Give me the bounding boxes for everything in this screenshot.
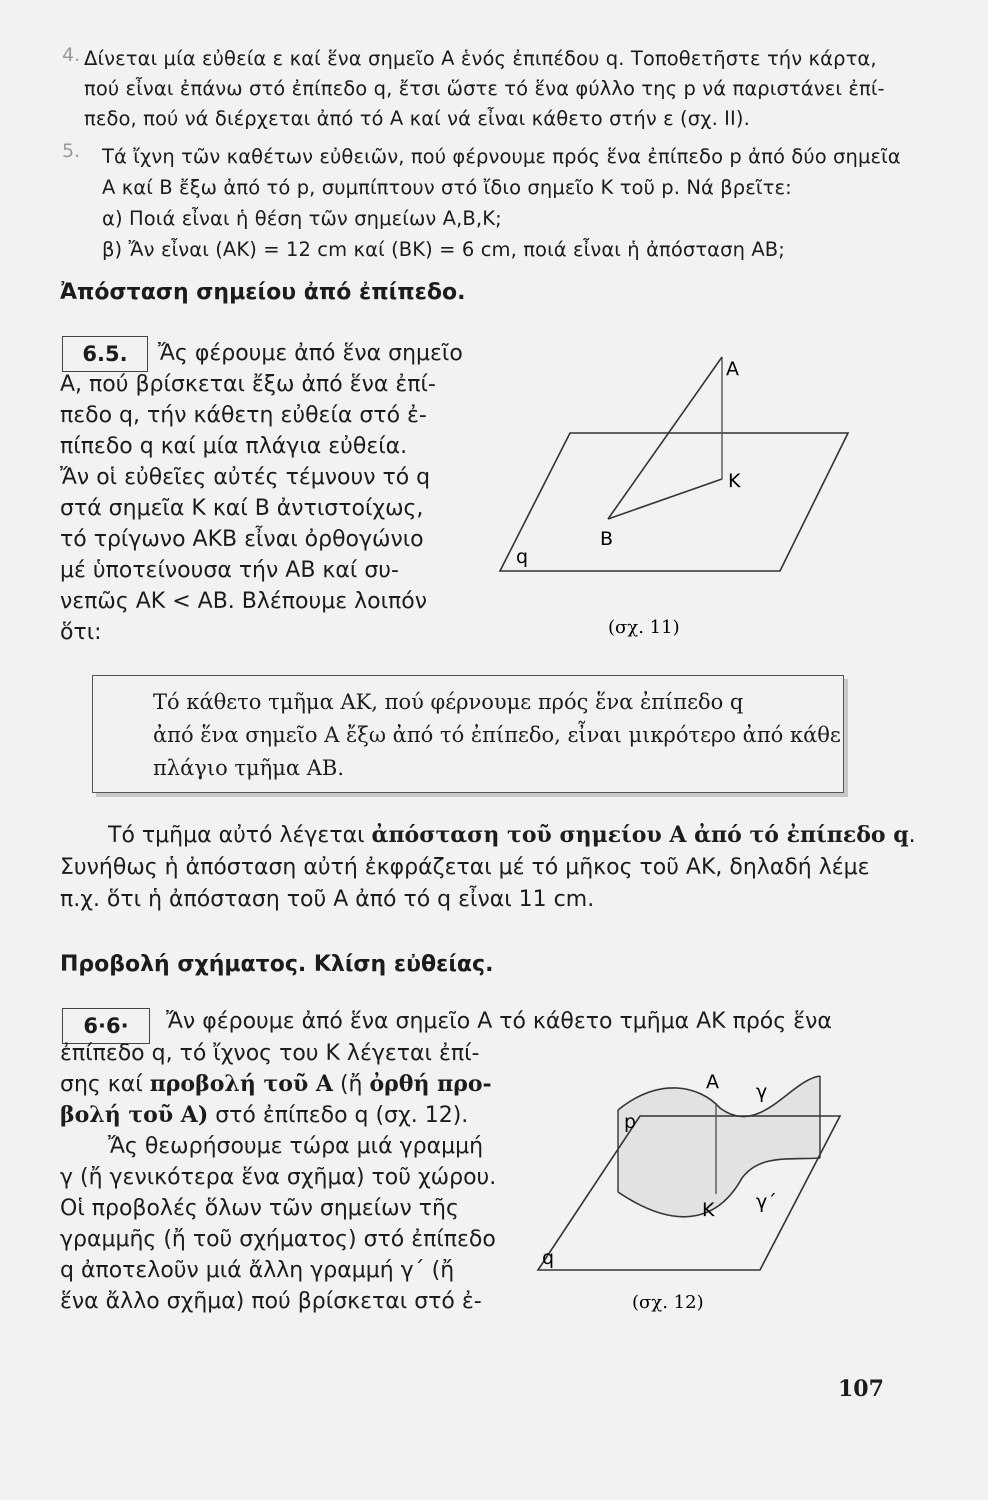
paragraph-line: στά σημεῖα Κ καί Β ἀντιστοίχως,: [60, 496, 424, 521]
label-q: q: [542, 1247, 555, 1269]
definition-period: .: [908, 823, 916, 848]
section-heading-distance: Ἀπόσταση σημείου ἀπό ἐπίπεδο.: [60, 280, 466, 305]
paragraph-line: Οἱ προβολές ὅλων τῶν σημείων τῆς: [60, 1196, 459, 1221]
paragraph-line: Α, πού βρίσκεται ἔξω ἀπό ἕνα ἐπί-: [60, 372, 436, 397]
plane-q: [500, 433, 848, 571]
definition-line: [108, 820, 916, 851]
paragraph-line: ἕνα ἄλλο σχῆμα) πού βρίσκεται στό ἐ-: [60, 1289, 482, 1314]
label-K: Κ: [702, 1199, 715, 1221]
figure-11: [490, 345, 860, 645]
paragraph-line: π.χ. ὅτι ἡ ἀπόσταση τοῦ Α ἀπό τό q εἶναι 11 cm.: [60, 887, 595, 912]
label-p: p: [624, 1111, 637, 1133]
surface-p: [618, 1076, 820, 1217]
paragraph-line: Συνήθως ἡ ἀπόσταση αὐτή ἐκφράζεται μέ τό μῆκος τοῦ ΑΚ, δηλαδή λέμε: [60, 855, 870, 880]
exercise-5-line: Α καί Β ἔξω ἀπό τό p, συμπίπτουν στό ἴδιο σημεῖο Κ τοῦ p. Νά βρεῖτε:: [102, 176, 792, 199]
exercise-4-line: Δίνεται μία εὐθεία ε καί ἕνα σημεῖο Α ἑνός ἐπιπέδου q. Τοποθετῆστε τήν κάρτα,: [84, 47, 877, 70]
paragraph-line: q ἀποτελοῦν μιά ἄλλη γραμμή γ΄ (ἤ: [60, 1258, 455, 1283]
segment-BK: [608, 479, 722, 519]
label-A: Α: [726, 358, 739, 380]
figure-12: [530, 1058, 870, 1328]
section-1-paragraph: [60, 369, 460, 648]
paragraph-line: πίπεδο q καί μία πλάγια εὐθεία.: [60, 434, 408, 459]
exercise-5-number: 5.: [62, 140, 81, 162]
figure-12-caption: (σχ. 12): [632, 1292, 704, 1313]
paragraph-line: μέ ὑποτείνουσα τήν ΑΒ καί συ-: [60, 558, 399, 583]
section-number-box: 6.5.: [62, 336, 148, 372]
exercise-4-line: πού εἶναι ἐπάνω στό ἐπίπεδο q, ἔτσι ὥστε τό ἕνα φύλλο της p νά παριστάνει ἐπί-: [84, 77, 885, 100]
label-gamma: γ: [756, 1081, 768, 1103]
paragraph-line: Ἄς θεωρήσουμε τώρα μιά γραμμή: [108, 1134, 484, 1159]
paragraph-line: Ἄν φέρουμε ἀπό ἕνα σημεῖο Α τό κάθετο τμῆμα ΑΚ πρός ἕνα: [166, 1009, 832, 1034]
exercise-5-line: Τά ἴχνη τῶν καθέτων εὐθειῶν, πού φέρνουμε πρός ἕνα ἐπίπεδο p ἀπό δύο σημεῖα: [102, 145, 901, 168]
theorem-line: Τό κάθετο τμῆμα ΑΚ, πού φέρνουμε πρός ἕνα ἐπίπεδο q: [153, 690, 744, 714]
definition-text: Τό τμῆμα αὐτό λέγεται: [108, 823, 372, 848]
theorem-line: πλάγιο τμῆμα ΑΒ.: [153, 756, 345, 780]
label-A: Α: [706, 1071, 719, 1093]
oblique-AB: [608, 357, 722, 519]
definition-term: ἀπόσταση τοῦ σημείου Α ἀπό τό ἐπίπεδο q: [371, 822, 909, 848]
section-number-box: 6·6·: [62, 1008, 150, 1044]
section-2-paragraph: [60, 1162, 520, 1317]
section-heading-projection: Προβολή σχήματος. Κλίση εὐθείας.: [60, 952, 494, 977]
paragraph-line: βολή τοῦ Α) στό ἐπίπεδο q (σχ. 12).: [60, 1102, 469, 1128]
theorem-box: [92, 675, 844, 793]
page-number: 107: [838, 1376, 884, 1402]
term-orthogonal-projection: ὀρθή προ-: [369, 1071, 492, 1097]
paragraph-line: γ (ἤ γενικότερα ἕνα σχῆμα) τοῦ χώρου.: [60, 1165, 497, 1190]
exercise-4-line: πεδο, πού νά διέρχεται ἀπό τό Α καί νά εἶναι κάθετο στήν ε (σχ. ΙΙ).: [84, 107, 750, 130]
exercise-4-text: [84, 44, 964, 134]
label-q: q: [516, 546, 529, 568]
paragraph-line: γραμμῆς (ἤ τοῦ σχήματος) στό ἐπίπεδο: [60, 1227, 496, 1252]
paragraph-line: Ἄς φέρουμε ἀπό ἕνα σημεῖο: [158, 341, 463, 366]
paragraph-line: νεπῶς ΑΚ < ΑΒ. Βλέπουμε λοιπόν: [60, 589, 428, 614]
exercise-5-text: [102, 141, 972, 265]
paragraph-line: σης καί προβολή τοῦ Α (ἤ ὀρθή προ-: [60, 1071, 492, 1097]
label-B: Β: [600, 528, 614, 550]
paragraph-line: ἐπίπεδο q, τό ἴχνος του Κ λέγεται ἐπί-: [60, 1041, 480, 1066]
exercise-4-number: 4.: [62, 44, 81, 66]
figure-11-caption: (σχ. 11): [608, 617, 680, 638]
paragraph-line: Ἄν οἱ εὐθεῖες αὐτές τέμνουν τό q: [60, 465, 431, 490]
exercise-5-line: α) Ποιά εἶναι ἡ θέση τῶν σημείων Α,Β,Κ;: [102, 207, 502, 230]
paragraph-line: πεδο q, τήν κάθετη εὐθεία στό ἐ-: [60, 403, 427, 428]
exercise-5-line: β) Ἄν εἶναι (ΑΚ) = 12 cm καί (ΒΚ) = 6 cm, ποιά εἶναι ἡ ἀπόσταση ΑΒ;: [102, 238, 785, 261]
paragraph-line: τό τρίγωνο ΑΚΒ εἶναι ὀρθογώνιο: [60, 527, 424, 552]
label-K: Κ: [728, 470, 741, 492]
term-projection: προβολή τοῦ Α: [149, 1071, 333, 1097]
paragraph-line: ὅτι:: [60, 620, 102, 645]
label-gamma-prime: γ΄: [756, 1191, 777, 1213]
theorem-line: ἀπό ἕνα σημεῖο Α ἔξω ἀπό τό ἐπίπεδο, εἶναι μικρότερο ἀπό κάθε: [153, 723, 841, 747]
term-projection-cont: βολή τοῦ Α): [60, 1102, 209, 1128]
